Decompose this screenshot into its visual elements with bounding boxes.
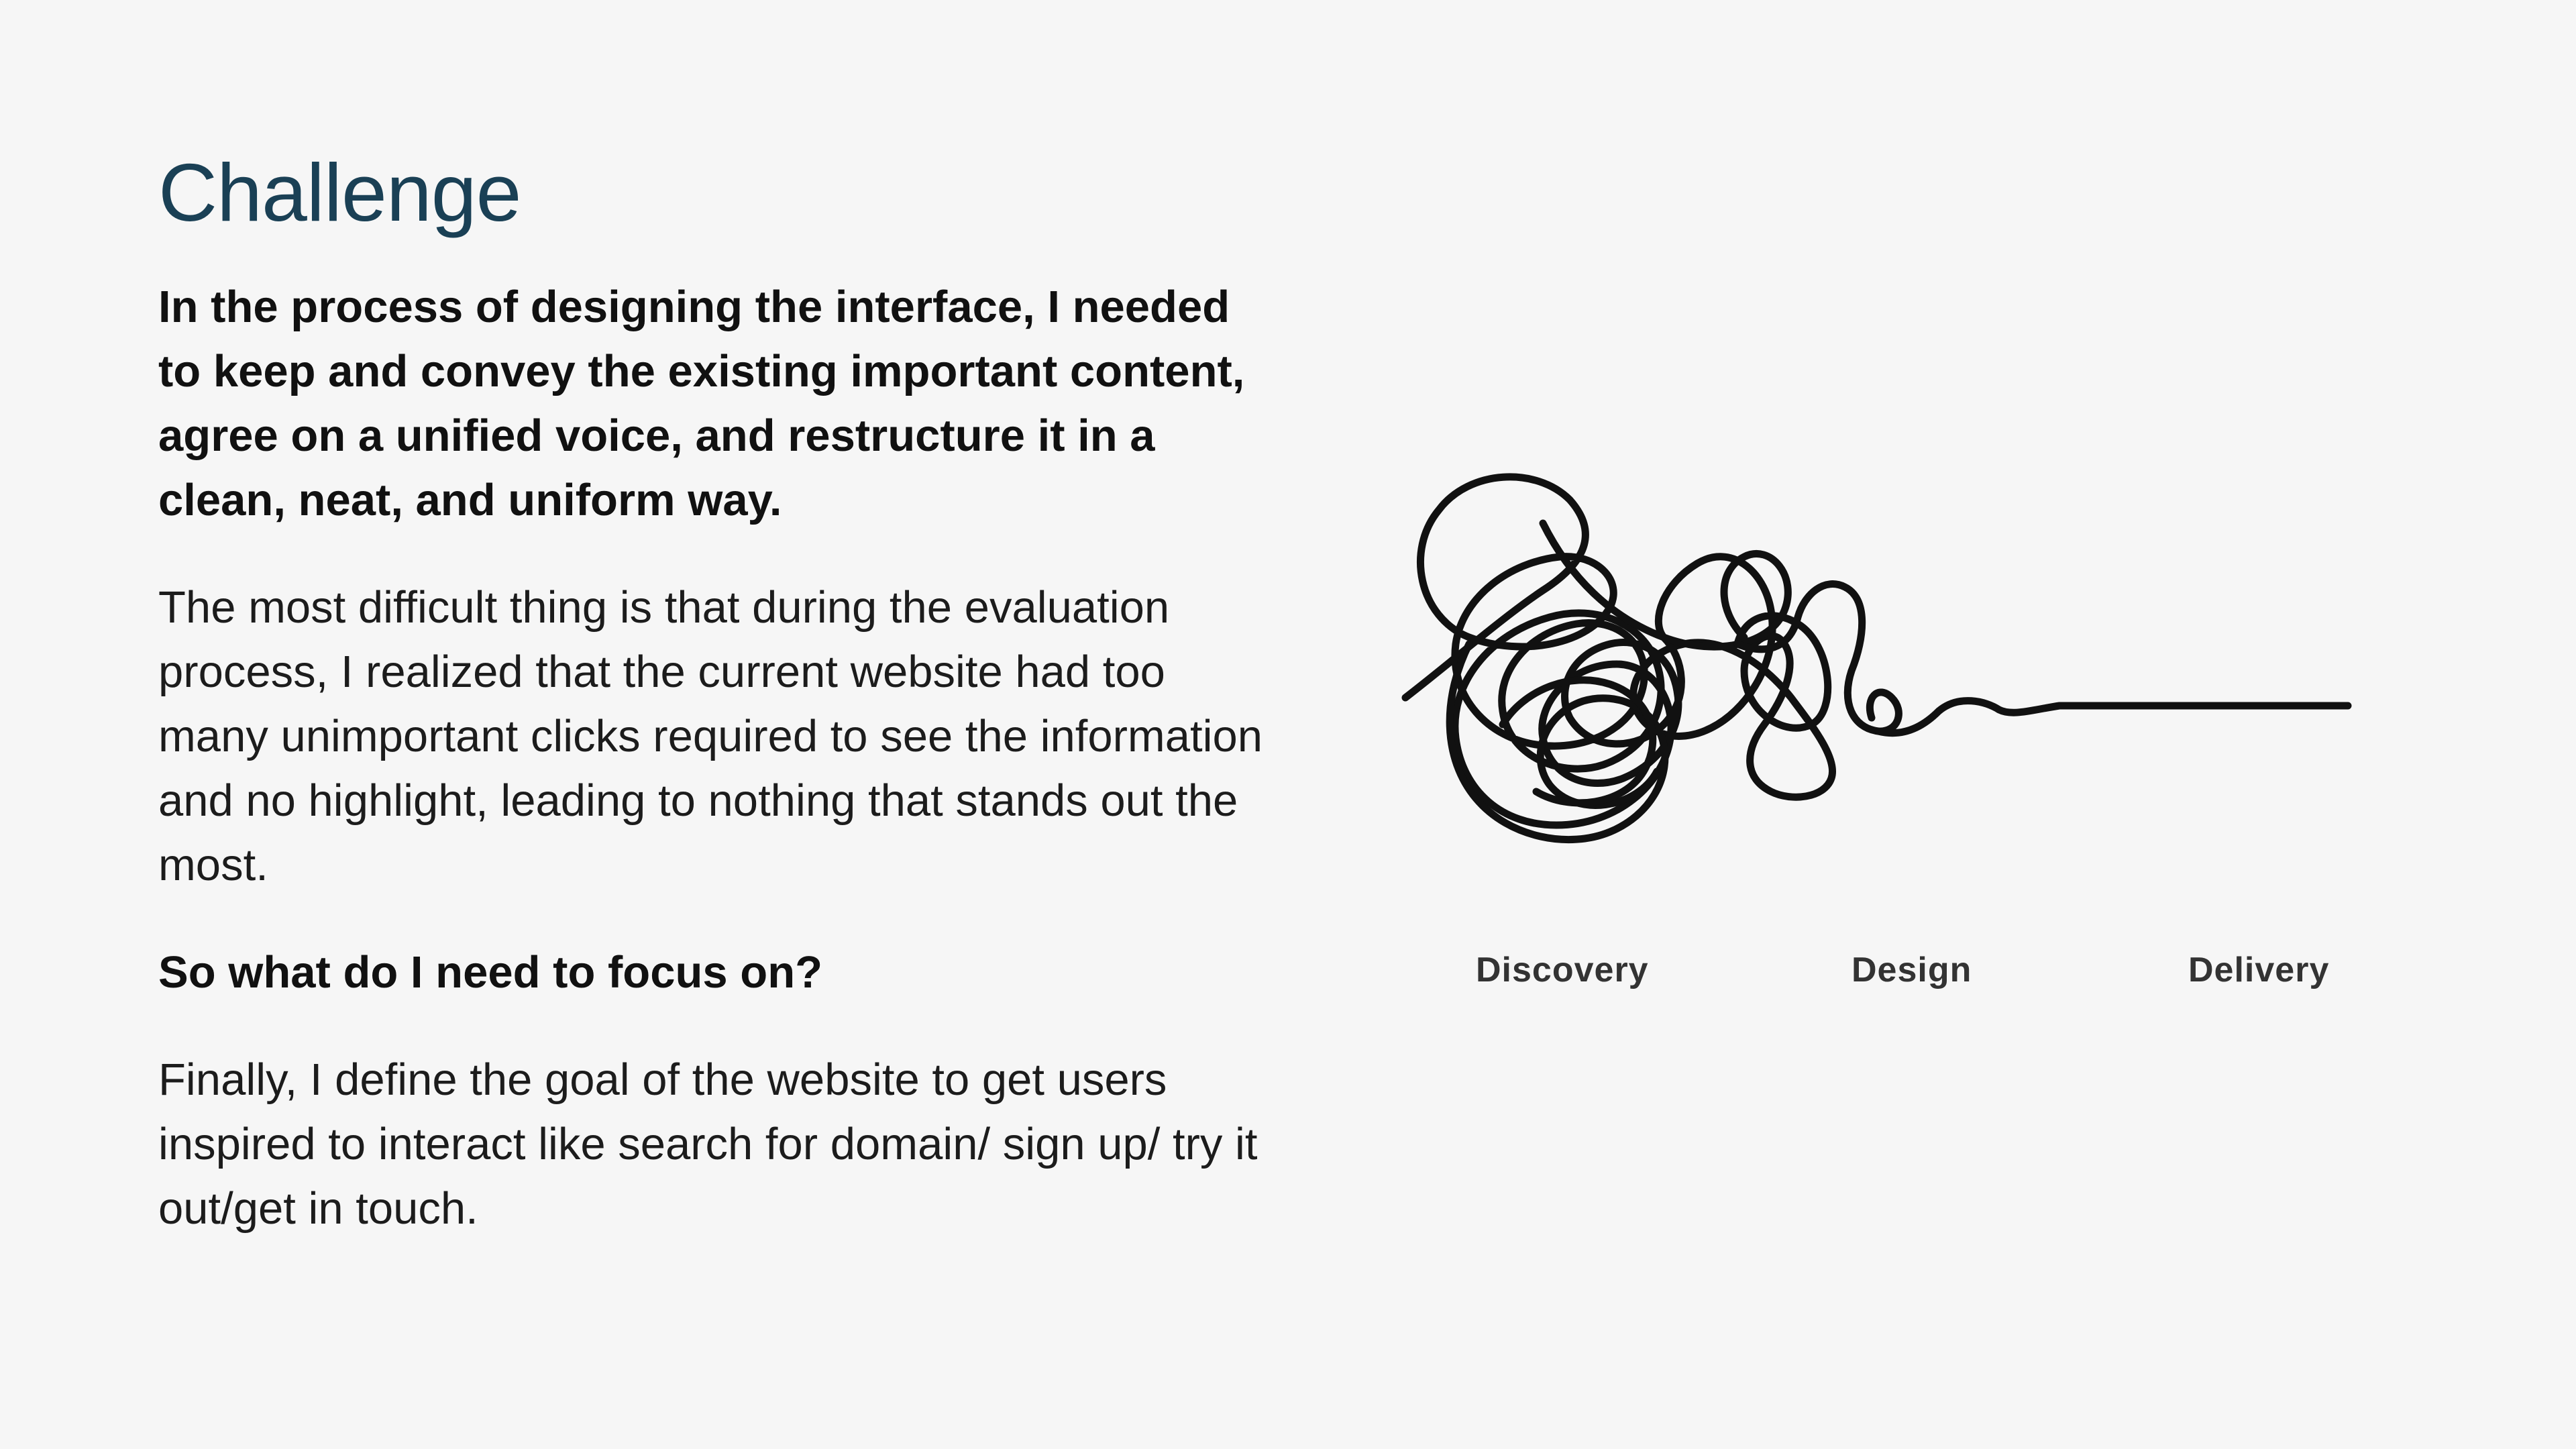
tangled-line-icon bbox=[1368, 443, 2388, 912]
lead-paragraph: In the process of designing the interface, I needed to keep and convey the existing important content, agree on a unified voice, and restructure it in a clean, neat, and uniform way. bbox=[158, 282, 1245, 526]
tangle-scribble bbox=[1405, 477, 2348, 840]
difficulty-paragraph: The most difficult thing is that during the evaluation process, I realized that the current website had too many unimportant clicks required to see the information and no highlight, leading to nothing that stands out the most. bbox=[158, 582, 1263, 891]
focus-question: So what do I need to focus on? bbox=[158, 947, 823, 998]
stage-label-discovery: Discovery bbox=[1476, 951, 1649, 989]
scribble-to-line-illustration bbox=[1368, 443, 2388, 1033]
challenge-section bbox=[158, 148, 1272, 1241]
stage-label-design: Design bbox=[1851, 951, 1972, 989]
goal-paragraph: Finally, I define the goal of the website to get users inspired to interact like search for domain/ sign up/ try it out/get in touch. bbox=[158, 1055, 1258, 1234]
stage-label-delivery: Delivery bbox=[2188, 951, 2330, 989]
page-title: Challenge bbox=[158, 147, 521, 238]
